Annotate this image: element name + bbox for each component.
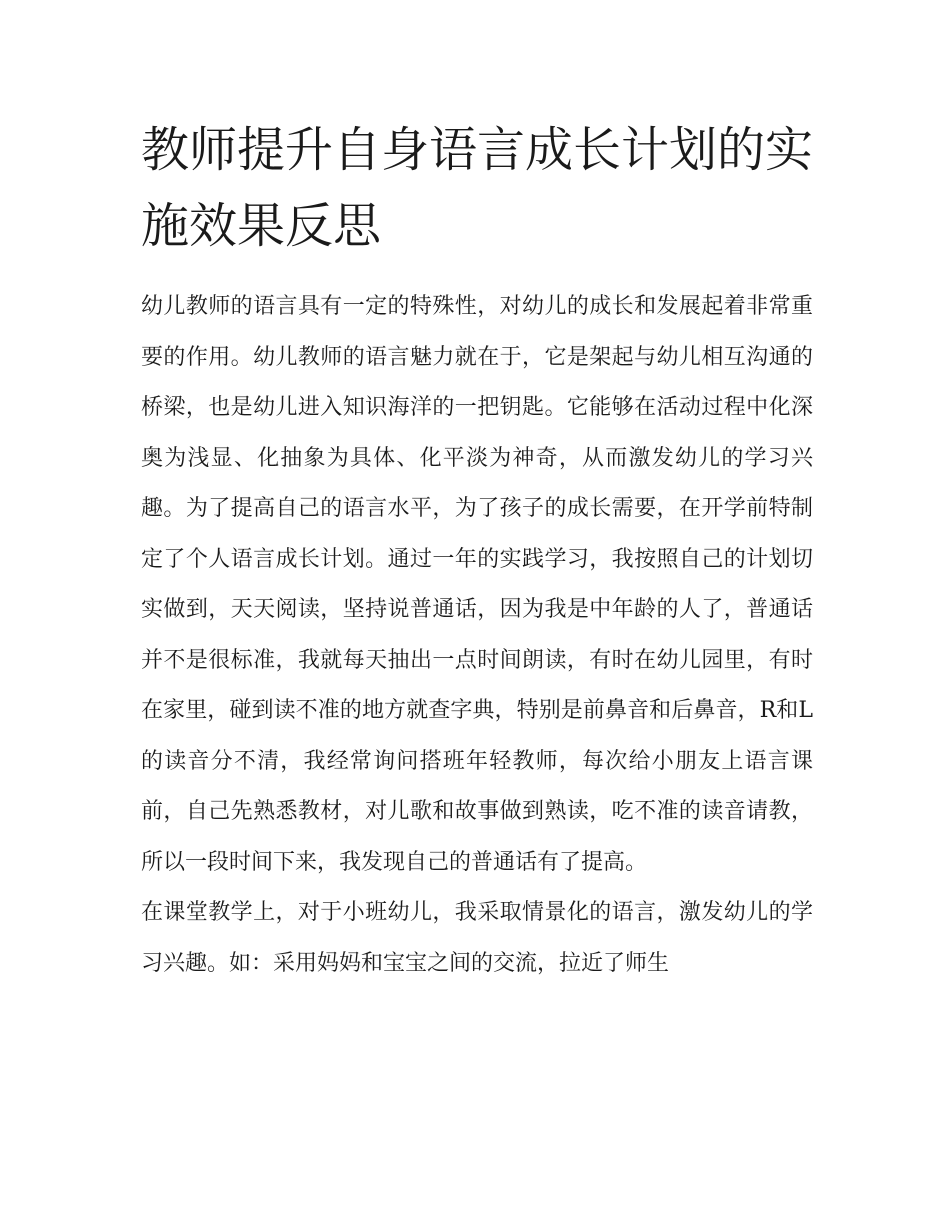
document-content: [141, 112, 813, 989]
document-title: 教师提升自身语言成长计划的实施效果反思: [141, 122, 814, 254]
paragraph-1: 幼儿教师的语言具有一定的特殊性，对幼儿的成长和发展起着非常重要的作用。幼儿教师的语言魅力就在于，它是架起与幼儿相互沟通的桥梁，也是幼儿进入知识海洋的一把钥匙。它能够在活动过程中化深奥为浅显、化抽象为具体、化平淡为神奇，从而激发幼儿的学习兴趣。为了提高自己的语言水平，为了孩子的成长需要，在开学前特制定了个人语言成长计划。通过一年的实践学习，我按照自己的计划切实做到，天天阅读，坚持说普通话，因为我是中年龄的人了，普通话并不是很标准，我就每天抽出一点时间朗读，有时在幼儿园里，有时在家里，碰到读不准的地方就查字典，特别是前鼻音和后鼻音，R和L的读音分不清，我经常询问搭班年轻教师，每次给小朋友上语言课前，自己先熟悉教材，对儿歌和故事做到熟读，吃不准的读音请教，所以一段时间下来，我发现自己的普通话有了提高。: [141, 294, 813, 875]
paragraph-2: 在课堂教学上，对于小班幼儿，我采取情景化的语言，激发幼儿的学习兴趣。如：采用妈妈和宝宝之间的交流，拉近了师生: [141, 900, 813, 976]
